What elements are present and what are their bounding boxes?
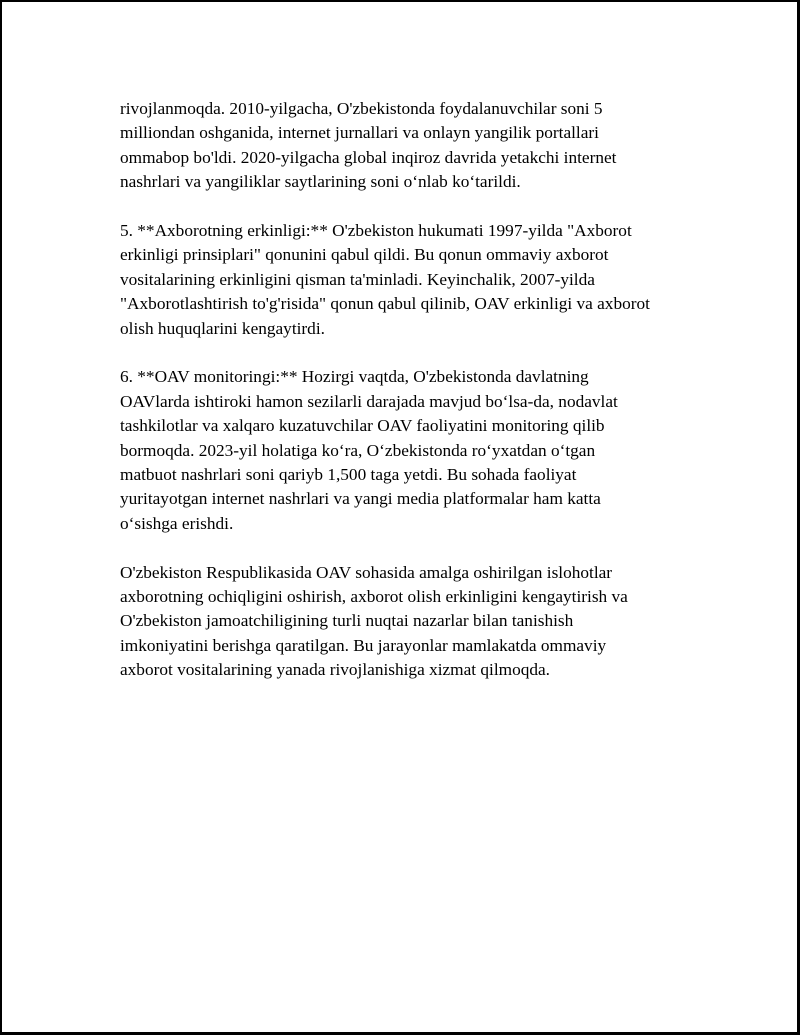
text-line: yuritayotgan internet nashrlari va yangi media platformalar ham katta — [120, 489, 601, 509]
text-line: axborotning ochiqligini oshirish, axborot olish erkinligini kengaytirish va — [120, 587, 628, 607]
text-line: oʻsishga erishdi. — [120, 513, 234, 533]
text-line: vositalarining erkinligini qisman ta'minladi. Keyinchalik, 2007-yilda — [120, 269, 595, 289]
text-line: matbuot nashrlari soni qariyb 1,500 taga yetdi. Bu sohada faoliyat — [120, 465, 577, 485]
text-line: 5. **Axborotning erkinligi:** O'zbekiston hukumati 1997-yilda "Axborot — [120, 221, 632, 241]
paragraph-internet-growth — [120, 97, 690, 195]
paragraph-media-monitoring — [120, 365, 690, 536]
text-line: 6. **OAV monitoringi:** Hozirgi vaqtda, O'zbekistonda davlatning — [120, 367, 589, 387]
document-body — [120, 97, 690, 707]
text-line: erkinligi prinsiplari" qonunini qabul qildi. Bu qonun ommaviy axborot — [120, 245, 609, 265]
text-line: OAVlarda ishtiroki hamon sezilarli darajada mavjud boʻlsa-da, nodavlat — [120, 391, 618, 411]
text-line: ommabop bo'ldi. 2020-yilgacha global inqiroz davrida yetakchi internet — [120, 147, 617, 167]
text-line: olish huquqlarini kengaytirdi. — [120, 318, 325, 338]
text-line: O'zbekiston jamoatchiligining turli nuqtai nazarlar bilan tanishish — [120, 611, 574, 631]
paragraph-conclusion — [120, 561, 690, 683]
text-line: milliondan oshganida, internet jurnallari va onlayn yangilik portallari — [120, 123, 599, 143]
text-line: tashkilotlar va xalqaro kuzatuvchilar OAV faoliyatini monitoring qilib — [120, 416, 605, 436]
text-line: imkoniyatini berishga qaratilgan. Bu jarayonlar mamlakatda ommaviy — [120, 635, 607, 655]
text-line: axborot vositalarining yanada rivojlanishiga xizmat qilmoqda. — [120, 660, 551, 680]
text-line: rivojlanmoqda. 2010-yilgacha, O'zbekistonda foydalanuvchilar soni 5 — [120, 99, 603, 118]
text-line: "Axborotlashtirish to'g'risida" qonun qabul qilinib, OAV erkinligi va axborot — [120, 294, 650, 314]
text-line: O'zbekiston Respublikasida OAV sohasida amalga oshirilgan islohotlar — [120, 562, 613, 582]
text-line: nashrlari va yangiliklar saytlarining soni oʻnlab koʻtarildi. — [120, 172, 521, 192]
text-line: bormoqda. 2023-yil holatiga koʻra, Oʻzbekistonda roʻyxatdan oʻtgan — [120, 440, 596, 460]
paragraph-freedom-of-information — [120, 219, 690, 341]
